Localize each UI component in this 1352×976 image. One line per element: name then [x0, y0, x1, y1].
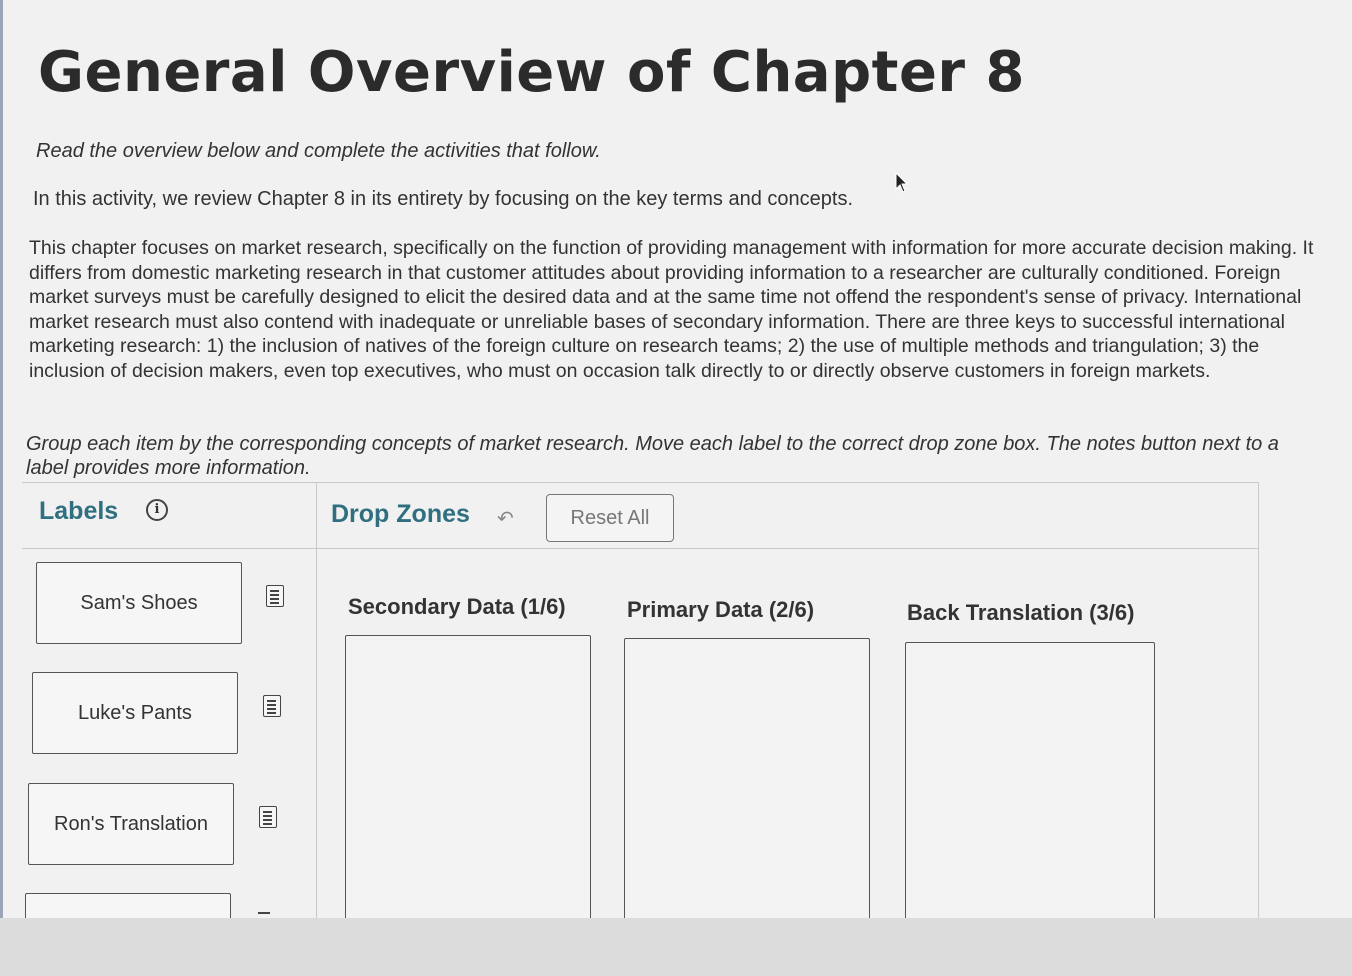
- drop-zone-primary-data[interactable]: [624, 638, 870, 918]
- label-card[interactable]: Sam's Shoes: [36, 562, 242, 644]
- panel-header-divider: [22, 548, 1258, 549]
- labels-heading: Labels: [39, 497, 119, 525]
- drop-zone-back-translation[interactable]: [905, 642, 1155, 918]
- mouse-cursor-icon: [895, 172, 911, 196]
- zone-title-back-translation: Back Translation (3/6): [907, 600, 1135, 625]
- undo-icon[interactable]: ↶: [497, 508, 514, 530]
- reset-all-button[interactable]: Reset All: [546, 494, 674, 542]
- zone-title-secondary-data: Secondary Data (1/6): [348, 594, 566, 619]
- overview-paragraph: This chapter focuses on market research, specifically on the function of providing management with information for more accurate decision making. It differs from domestic marketing research in that customer attitudes about providing information to a researcher are culturally conditioned. Foreign market surveys must be carefully designed to elicit the desired data and at the same time not offend the respondent's sense of privacy. International market research must also contend with inadequate or unreliable bases of secondary information. There are three keys to successful international marketing research: 1) the inclusion of natives of the foreign culture on research teams; 2) the use of multiple methods and triangulation; 3) the inclusion of decision makers, even top executives, who must on occasion talk directly to or directly observe customers in foreign markets.: [29, 237, 1314, 382]
- notes-icon[interactable]: [263, 695, 281, 717]
- left-rail: [0, 0, 3, 918]
- drop-zones-heading: Drop Zones: [331, 500, 470, 528]
- info-icon[interactable]: i: [146, 499, 168, 521]
- page-title: General Overview of Chapter 8: [38, 40, 1026, 105]
- zone-title-primary-data: Primary Data (2/6): [627, 597, 815, 622]
- intro-text: In this activity, we review Chapter 8 in its entirety by focusing on the key terms and concepts.: [33, 188, 854, 210]
- notes-icon[interactable]: [266, 585, 284, 607]
- label-card[interactable]: Luke's Pants: [32, 672, 238, 754]
- label-card[interactable]: Ron's Translation: [28, 783, 234, 865]
- task-instruction: Group each item by the corresponding concepts of market research. Move each label to the correct drop zone box. The notes button next to a label provides more information.: [26, 433, 1279, 479]
- notes-icon[interactable]: [259, 806, 277, 828]
- drop-zone-secondary-data[interactable]: [345, 635, 591, 918]
- instruction-text: Read the overview below and complete the activities that follow.: [36, 140, 601, 162]
- label-card[interactable]: [25, 893, 231, 918]
- bottom-edge: [0, 918, 1352, 976]
- notes-icon[interactable]: [258, 912, 270, 914]
